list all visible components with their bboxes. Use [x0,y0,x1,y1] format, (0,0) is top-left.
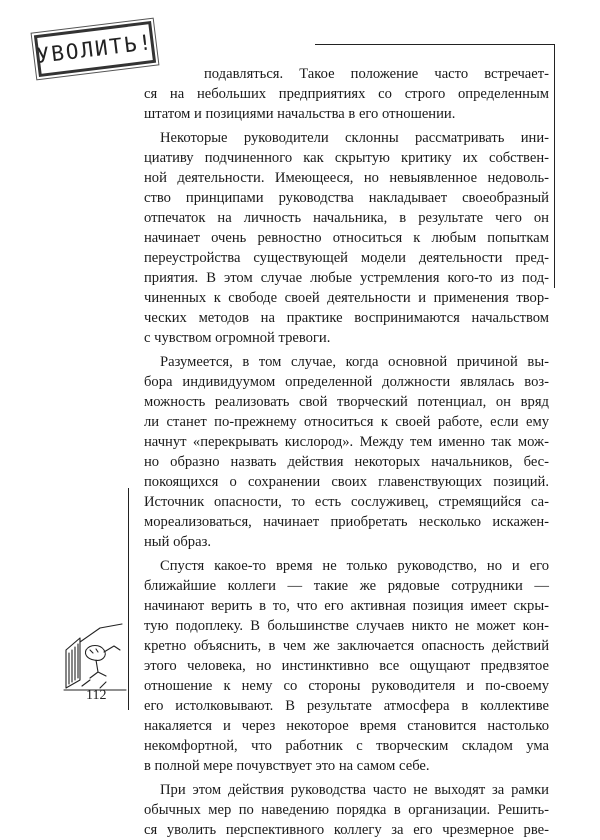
text-line: ство принципами руководства накладывает своеобразный [144,190,549,206]
text-line: При этом действия руководства часто не выходят за рамки [160,782,549,798]
text-line: накаляется и через некоторое время становится настолько [144,718,549,734]
text-line: ближайшие коллеги — такие же рядовые сотрудники — [144,578,549,594]
text-line: этого человека, но инстинктивно все ощущают предвзятое [144,658,549,674]
text-line: Источник опасности, то есть сослуживец, стремящийся са- [144,494,549,510]
text-line: Разумеется, в том случае, когда основной причиной вы- [160,354,549,370]
text-line: отношение к нему со стороны руководителя и по-своему [144,678,549,694]
text-line: начинают верить в то, что его активная позиция имеет скры- [144,598,549,614]
text-line: мореализоваться, начинает приобретать несколько искажен- [144,514,549,530]
text-line: ся на небольших предприятиях со строго определенным [144,86,549,102]
text-line: отпечаток на личность начальника, в результате чего он [144,210,549,226]
text-line: некомфортной, что работник с творческим складом ума [144,738,549,754]
text-line: но образно назвать действия некоторых начальников, бес- [144,454,549,470]
text-line: обычных мер по наведению порядка в организации. Решить- [144,802,549,818]
text-line: с чувством огромной тревоги. [144,330,331,346]
text-line: его истолковывают. В результате атмосфера в коллективе [144,698,549,714]
stamp-title: УВОЛИТЬ! [34,21,156,77]
text-line: ный образ. [144,534,211,550]
text-line: можность реализовать свой творческий потенциал, он вряд [144,394,549,410]
text-line: покоящихся о сохранении своих главенствующих позиций. [144,474,549,490]
text-line: начнут «перекрывать кислород». Между тем именно так мож- [144,434,549,450]
text-line: тую подоплеку. В большинстве случаев никто не может кон- [144,618,549,634]
text-line: в полной мере почувствует это на самом себе. [144,758,430,774]
text-line: бора индивидуумом определенной должности являлась воз- [144,374,549,390]
page-number: 112 [86,688,107,703]
text-line: подавляться. Такое положение часто встречает- [204,66,549,82]
text-line: приятия. В этом случае любые устремления кого-то из под- [144,270,549,286]
sketch-illustration-icon [60,620,130,692]
text-line: циативу подчиненного как скрытую критику их собствен- [144,150,549,166]
text-line: чиненных к свободе своей деятельности и применения твор- [144,290,549,306]
text-line: ся уволить перспективного коллегу за его чрезмерное рве- [144,822,549,838]
text-line: штатом и позициями начальства в его отношении. [144,106,456,122]
text-line: ческих методов на практике воспринимаются начальством [144,310,549,326]
text-line: начинает очень ревностно относиться к любым попыткам [144,230,549,246]
text-line: Спустя какое-то время не только руководство, но и его [160,558,549,574]
text-line: кретно объяснить, в чем же заключается опасность действий [144,638,549,654]
text-line: ли станет по-прежнему относиться к своей работе, если ему [144,414,549,430]
text-line: переустройства существующей модели деятельности пред- [144,250,549,266]
text-line: ной деятельности. Имеющееся, но невыявленное недоволь- [144,170,549,186]
text-line: Некоторые руководители склонны рассматривать ини- [160,130,549,146]
